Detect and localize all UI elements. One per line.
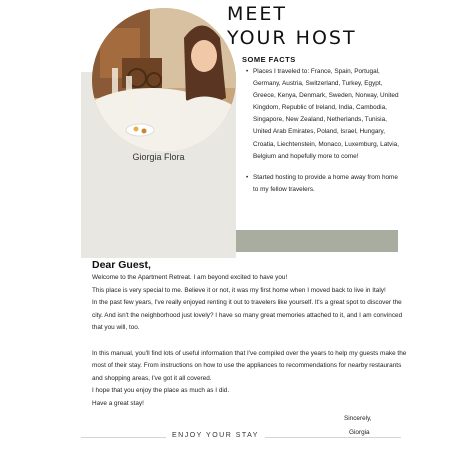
- title-line-2: YOUR HOST: [227, 27, 357, 49]
- letter-paragraph: This place is very special to me. Believe it or not, it was my first home when I moved back to live in Italy!: [92, 286, 386, 294]
- letter-greeting: Dear Guest,: [92, 259, 151, 271]
- footer-text: ENJOY YOUR STAY: [166, 432, 265, 439]
- facts-heading: SOME FACTS: [242, 55, 296, 64]
- letter-paragraph: I hope that you enjoy the place as much as I did.: [92, 387, 230, 395]
- letter-body: [92, 272, 407, 411]
- accent-bar: [236, 230, 398, 252]
- letter-paragraph: In the past few years, I've really enjoyed renting it out to travelers like yourself. It's a great spot to discover the city. And isn't the neighborhood just lovely? I have so many great memories attached to it, and I am convinced that you will, too.: [92, 299, 403, 332]
- letter-closing: Sincerely,: [344, 415, 372, 422]
- host-photo: [92, 8, 236, 152]
- facts-list: [253, 66, 403, 196]
- host-photo-illustration: [92, 8, 236, 152]
- host-name: Giorgia Flora: [132, 152, 185, 162]
- page-title: [227, 2, 357, 50]
- letter-paragraph: Welcome to the Apartment Retreat. I am beyond excited to have you!: [92, 274, 288, 281]
- title-line-1: MEET: [227, 3, 288, 25]
- letter-paragraph: In this manual, you'll find lots of useful information that I've compiled over the years to help my guests make the most of their stay. From instructions on how to use the appliances to recommendations for nearby restaurants and shopping areas, I've got it all covered.: [92, 349, 407, 382]
- letter-signature: Giorgia: [349, 429, 370, 436]
- fact-item-hosting: • Started hosting to provide a home away from home to my fellow travelers.: [253, 172, 403, 196]
- letter-paragraph: Have a great stay!: [92, 399, 144, 407]
- fact-item-travel: • Places I traveled to: France, Spain, Portugal, Germany, Austria, Switzerland, Turkey, Egypt, Greece, Kenya, Denmark, Sweden, Norway, United Kingdom, Republic of Ireland, India, Cambodia, Singapore, New Zealand, Netherlands, Tunisia, United Arab Emirates, Poland, Israel, Hungary, Croatia, Liechtenstein, Monaco, Luxemburg, Latvia, Belgium and hopefully more to come!: [253, 66, 403, 163]
